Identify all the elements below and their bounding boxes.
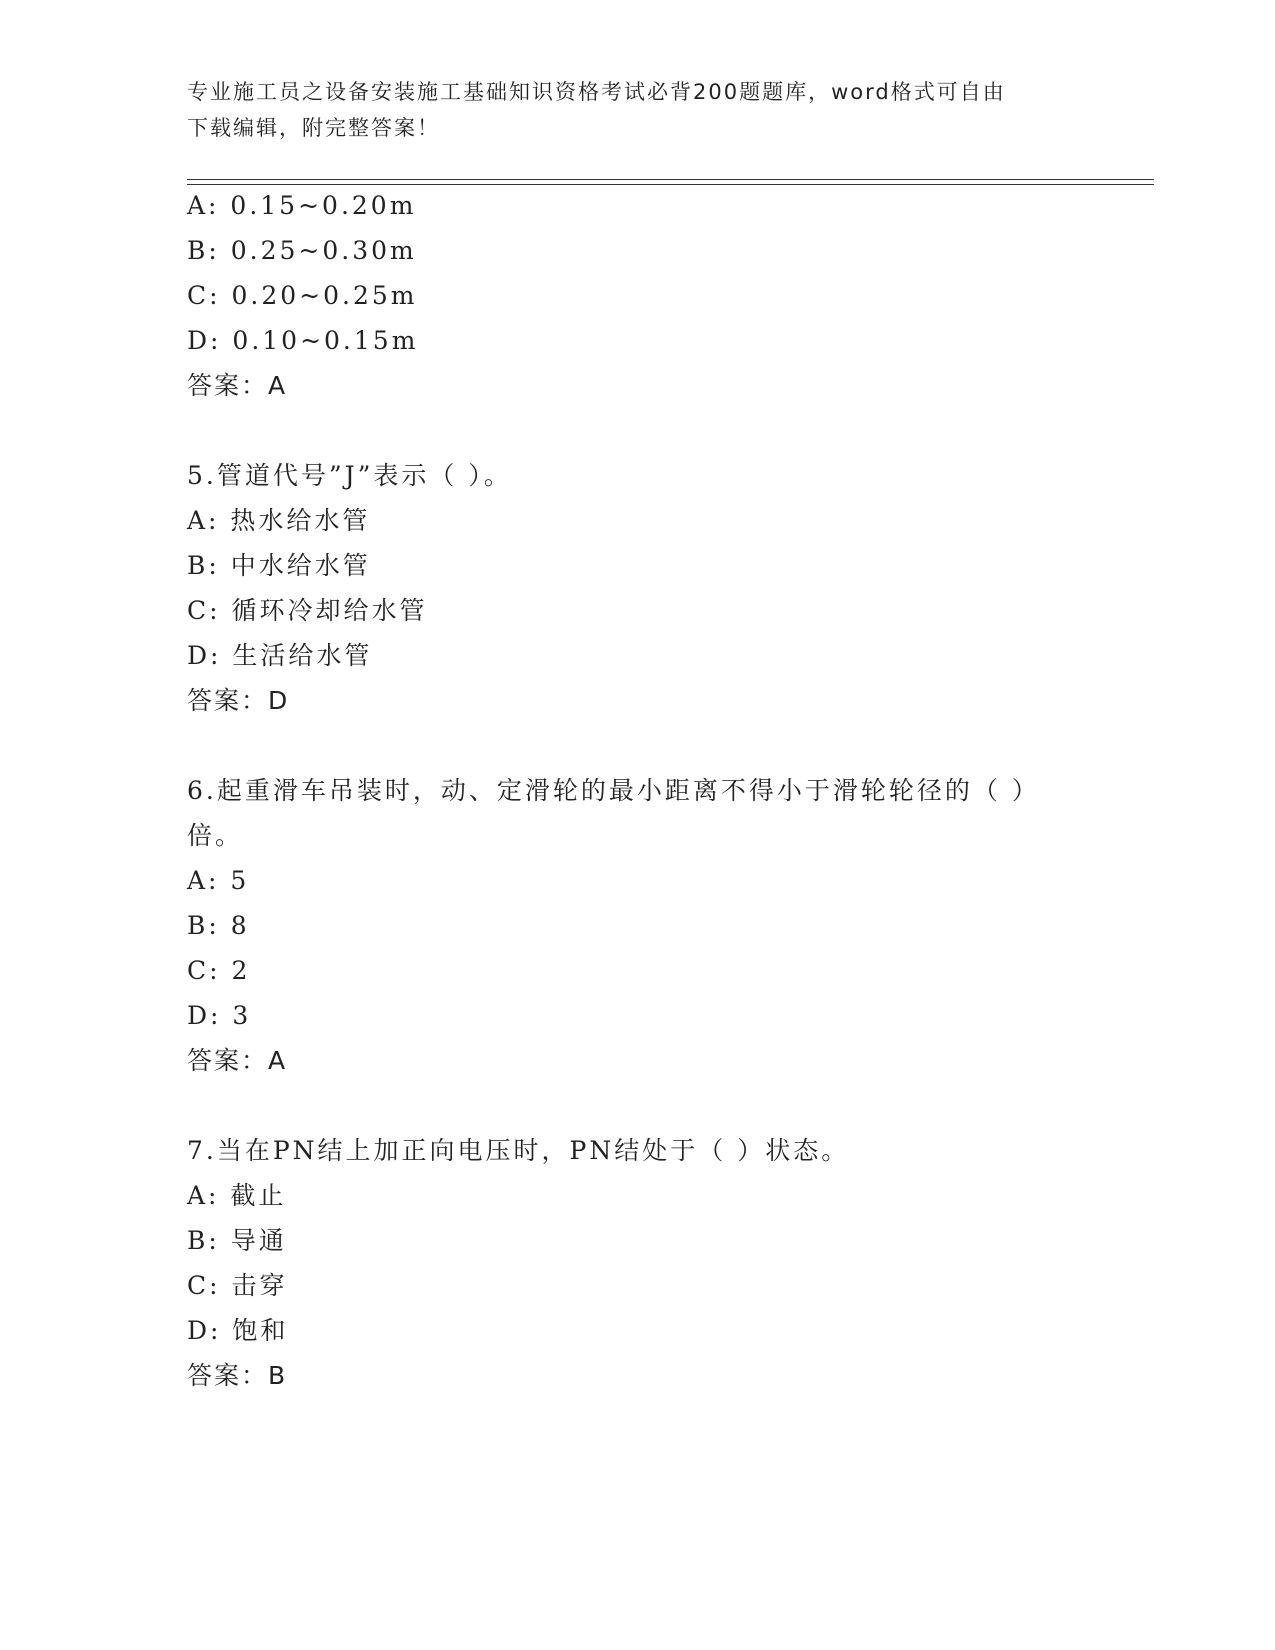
q6-stem-line-1: 6.起重滑车吊装时，动、定滑轮的最小距离不得小于滑轮轮径的（ ）: [187, 776, 1040, 805]
q7-option-c: C: 击穿: [187, 1271, 288, 1300]
q6-option-c: C: 2: [187, 956, 251, 985]
q5-option-d: D: 生活给水管: [187, 641, 373, 670]
q7-stem: 7.当在PN结上加正向电压时，PN结处于（ ）状态。: [187, 1136, 850, 1165]
header-line-1: 专业施工员之设备安装施工基础知识资格考试必背200题题库，word格式可自由: [187, 80, 1006, 104]
q6-option-b: B: 8: [187, 911, 250, 940]
document-header: [187, 74, 1087, 146]
q6-option-d: D: 3: [187, 1001, 252, 1030]
q4-option-d: D: 0.10~0.15m: [187, 326, 419, 355]
q4-option-c: C: 0.20~0.25m: [187, 281, 418, 310]
q4-option-a: A: 0.15~0.20m: [187, 191, 417, 220]
q5-answer: 答案：D: [187, 686, 290, 715]
q7-option-a: A: 截止: [187, 1181, 287, 1210]
header-divider-bottom: [187, 184, 1154, 185]
header-divider-top: [187, 179, 1154, 180]
q6-stem-line-2: 倍。: [187, 821, 244, 850]
q7-answer: 答案：B: [187, 1361, 288, 1390]
q5-option-a: A: 热水给水管: [187, 506, 371, 535]
q5-option-c: C: 循环冷却给水管: [187, 596, 428, 625]
q7-option-b: B: 导通: [187, 1226, 287, 1255]
q5-stem: 5.管道代号”J”表示（ ）。: [187, 461, 512, 490]
q4-option-b: B: 0.25~0.30m: [187, 236, 417, 265]
q6-option-a: A: 5: [187, 866, 250, 895]
q6-answer: 答案：A: [187, 1046, 288, 1075]
q5-option-b: B: 中水给水管: [187, 551, 371, 580]
q7-option-d: D: 饱和: [187, 1316, 289, 1345]
header-line-2: 下载编辑，附完整答案！: [187, 116, 440, 140]
q4-answer: 答案：A: [187, 371, 288, 400]
